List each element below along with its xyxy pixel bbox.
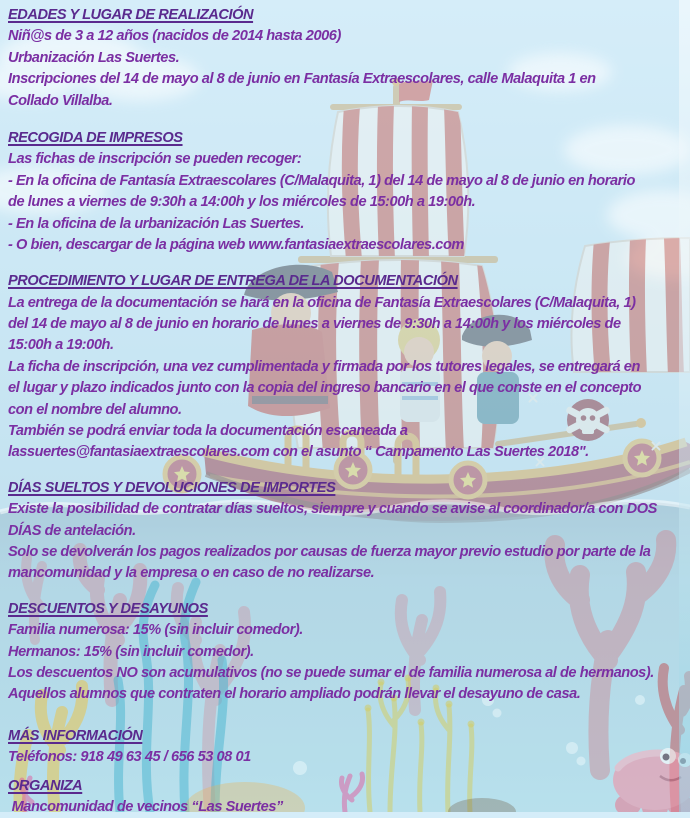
section-heading: DESCUENTOS Y DESAYUNOS (8, 599, 690, 620)
text-line: mancomunidad y la empresa o en caso de no realizarse. (8, 563, 690, 584)
section-edades (8, 5, 690, 112)
flyer-text (8, 0, 690, 812)
section-heading: RECOGIDA DE IMPRESOS (8, 128, 690, 149)
text-line: La ficha de inscripción, una vez cumplimentada y firmada por los tutores legales, se entregará en (8, 357, 690, 378)
text-line: de lunes a viernes de 9:30h a 14:00h y los miércoles de 15:00h a 19:00h. (8, 192, 690, 213)
section-heading: ORGANIZA (8, 776, 690, 797)
section-heading: MÁS INFORMACIÓN (8, 726, 690, 747)
text-line: Aquellos alumnos que contraten el horario ampliado podrán llevar el desayuno de casa. (8, 684, 690, 705)
section-descuentos (8, 599, 690, 706)
section-mas-informacion (8, 726, 690, 769)
text-line: La entrega de la documentación se hará en la oficina de Fantasía Extraescolares (C/Malaquita, 1) (8, 293, 690, 314)
text-line: - En la oficina de la urbanización Las Suertes. (8, 214, 690, 235)
text-line: - En la oficina de Fantasía Extraescolares (C/Malaquita, 1) del 14 de mayo al 8 de junio en horario (8, 171, 690, 192)
section-heading: PROCEDIMIENTO Y LUGAR DE ENTREGA DE LA DOCUMENTACIÓN (8, 271, 690, 292)
section-procedimiento (8, 271, 690, 464)
text-line: 15:00h a 19:00h. (8, 335, 690, 356)
text-line: Inscripciones del 14 de mayo al 8 de junio en Fantasía Extraescolares, calle Malaquita 1 en (8, 69, 690, 90)
text-line: Existe la posibilidad de contratar días sueltos, siempre y cuando se avise al coordinador/a con DOS (8, 499, 690, 520)
section-recogida (8, 128, 690, 256)
section-heading: DÍAS SUELTOS Y DEVOLUCIONES DE IMPORTES (8, 478, 690, 499)
section-dias-sueltos (8, 478, 690, 585)
text-line: Mancomunidad de vecinos “Las Suertes” (8, 797, 690, 818)
text-line: del 14 de mayo al 8 de junio en horario de lunes a viernes de 9:30h a 14:00h y los miércoles de (8, 314, 690, 335)
text-line: Collado Villalba. (8, 91, 690, 112)
text-line: Hermanos: 15% (sin incluir comedor). (8, 642, 690, 663)
text-line: DÍAS de antelación. (8, 521, 690, 542)
text-line: con el nombre del alumno. (8, 400, 690, 421)
text-line: Solo se devolverán los pagos realizados por causas de fuerza mayor previo estudio por parte de la (8, 542, 690, 563)
text-line: Familia numerosa: 15% (sin incluir comedor). (8, 620, 690, 641)
text-line: - O bien, descargar de la página web www.fantasiaextraescolares.com (8, 235, 690, 256)
email-line: lassuertes@fantasiaextraescolares.com con el asunto “ Campamento Las Suertes 2018". (8, 442, 690, 463)
phone-line: Teléfonos: 918 49 63 45 / 656 53 08 01 (8, 747, 690, 768)
text-line: Las fichas de inscripción se pueden recoger: (8, 149, 690, 170)
text-line: También se podrá enviar toda la documentación escaneada a (8, 421, 690, 442)
text-line: Los descuentos NO son acumulativos (no se puede sumar el de familia numerosa al de hermanos). (8, 663, 690, 684)
text-line: Urbanización Las Suertes. (8, 48, 690, 69)
section-heading: EDADES Y LUGAR DE REALIZACIÓN (8, 5, 690, 26)
text-line: Niñ@s de 3 a 12 años (nacidos de 2014 hasta 2006) (8, 26, 690, 47)
text-line: el lugar y plazo indicados junto con la copia del ingreso bancario en el que conste en el concepto (8, 378, 690, 399)
